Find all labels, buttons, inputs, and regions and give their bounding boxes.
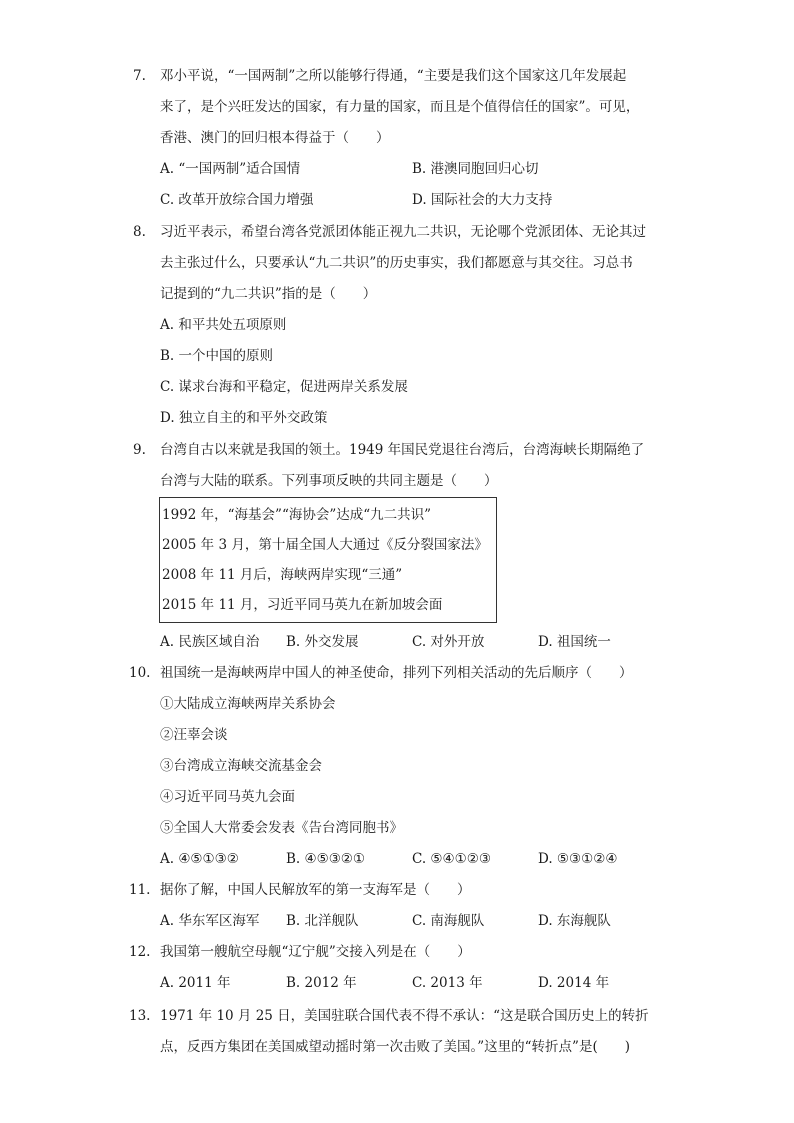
option-c[interactable]: C. 南海舰队	[412, 913, 485, 929]
question-number: 11.	[129, 882, 151, 898]
option-d[interactable]: D. 东海舰队	[538, 913, 611, 929]
material-line: 2005 年 3 月，第十届全国人大通过《反分裂国家法》	[162, 537, 488, 553]
material-line: 2015 年 11 月，习近平同马英九在新加坡会面	[162, 597, 443, 613]
option-c[interactable]: C. 对外开放	[412, 634, 485, 650]
option-a[interactable]: A. “一国两制”适合国情	[160, 161, 301, 177]
option-c[interactable]: C. 改革开放综合国力增强	[160, 192, 314, 208]
question-text-line: 我国第一艘航空母舰“辽宁舰”交接入列是在（ ）	[160, 944, 471, 960]
option-d[interactable]: D. 独立自主的和平外交政策	[160, 410, 328, 426]
material-line: 2008 年 11 月后，海峡两岸实现“三通”	[162, 567, 403, 583]
question-number: 7.	[133, 68, 146, 84]
question-text-line: ⑤全国人大常委会发表《告台湾同胞书》	[160, 820, 403, 836]
question-text-line: 记提到的“九二共识”指的是（ ）	[160, 286, 377, 302]
question-text-line: ①大陆成立海峡两岸关系协会	[160, 696, 336, 712]
question-number: 9.	[133, 442, 146, 458]
material-line: 1992 年，“海基会”“海协会”达成“九二共识”	[162, 507, 432, 523]
option-d[interactable]: D. 祖国统一	[538, 634, 611, 650]
option-b[interactable]: B. 外交发展	[286, 634, 359, 650]
option-a[interactable]: A. ④⑤①③②	[160, 851, 239, 867]
question-text-line: 点，反西方集团在美国威望动摇时第一次击败了美国。”这里的“转折点”是( )	[160, 1039, 630, 1055]
question-text-line: ④习近平同马英九会面	[160, 789, 295, 805]
question-number: 13.	[129, 1008, 151, 1024]
option-d[interactable]: D. ⑤③①②④	[538, 851, 618, 867]
question-text-line: 习近平表示，希望台湾各党派团体能正视九二共识，无论哪个党派团体、无论其过	[160, 224, 646, 240]
question-text-line: 1971 年 10 月 25 日，美国驻联合国代表不得不承认：“这是联合国历史上的转折	[160, 1008, 649, 1024]
question-text-line: 来了，是个兴旺发达的国家，有力量的国家，而且是个值得信任的国家”。可见，	[160, 99, 640, 115]
option-b[interactable]: B. 一个中国的原则	[160, 348, 274, 364]
option-a[interactable]: A. 民族区域自治	[160, 634, 260, 650]
option-c[interactable]: C. 2013 年	[412, 975, 483, 991]
option-b[interactable]: B. 2012 年	[286, 975, 357, 991]
option-c[interactable]: C. ⑤④①②③	[412, 851, 491, 867]
option-d[interactable]: D. 国际社会的大力支持	[412, 192, 553, 208]
question-text-line: 祖国统一是海峡两岸中国人的神圣使命，排列下列相关活动的先后顺序（ ）	[160, 665, 633, 681]
question-text-line: ③台湾成立海峡交流基金会	[160, 758, 322, 774]
option-b[interactable]: B. 北洋舰队	[286, 913, 359, 929]
question-text-line: 邓小平说，“一国两制”之所以能够行得通，“主要是我们这个国家这几年发展起	[160, 68, 627, 84]
option-b[interactable]: B. 港澳同胞回归心切	[412, 161, 539, 177]
question-text-line: 据你了解，中国人民解放军的第一支海军是（ ）	[160, 882, 471, 898]
option-a[interactable]: A. 华东军区海军	[160, 913, 260, 929]
question-number: 10.	[129, 665, 151, 681]
option-b[interactable]: B. ④⑤③②①	[286, 851, 366, 867]
question-text-line: 去主张过什么，只要承认“九二共识”的历史事实，我们都愿意与其交往。习总书	[160, 255, 633, 271]
question-text-line: ②汪辜会谈	[160, 727, 228, 743]
option-a[interactable]: A. 2011 年	[160, 975, 231, 991]
option-d[interactable]: D. 2014 年	[538, 975, 610, 991]
option-c[interactable]: C. 谋求台海和平稳定，促进两岸关系发展	[160, 379, 408, 395]
material-box	[159, 497, 497, 623]
question-number: 12.	[129, 944, 151, 960]
question-number: 8.	[133, 224, 146, 240]
question-text-line: 台湾自古以来就是我国的领土。1949 年国民党退往台湾后，台湾海峡长期隔绝了	[160, 442, 645, 458]
question-text-line: 香港、澳门的回归根本得益于（ ）	[160, 130, 390, 146]
question-text-line: 台湾与大陆的联系。下列事项反映的共同主题是（ ）	[160, 473, 498, 489]
option-a[interactable]: A. 和平共处五项原则	[160, 317, 287, 333]
